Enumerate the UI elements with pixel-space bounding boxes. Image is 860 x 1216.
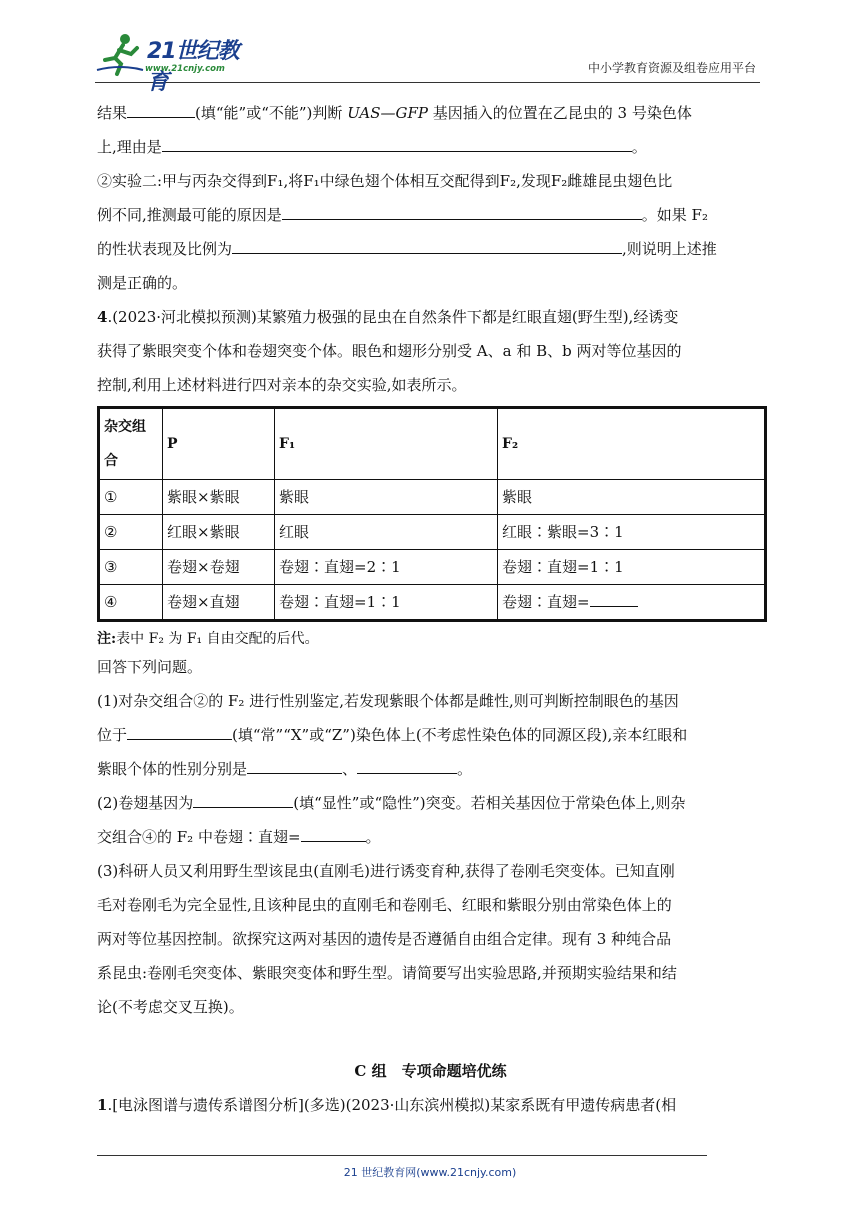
answer-blank[interactable] [247,755,342,774]
text-line: (2)卷翅基因为 (填“显性”或“隐性”)突变。若相关基因位于常染色体上,则杂 [97,786,764,820]
text-line: 控制,利用上述材料进行四对亲本的杂交实验,如表所示。 [97,376,467,394]
table-note: 注:表中 F₂ 为 F₁ 自由交配的后代。 [97,631,319,647]
answer-blank[interactable] [232,235,622,254]
table-cell: ② [99,515,163,550]
table-header-cell: P [163,408,275,480]
table-cell: 红眼∶紫眼=3∶1 [498,515,766,550]
table-cell: 紫眼 [498,480,766,515]
text-line: (1)对杂交组合②的 F₂ 进行性别鉴定,若发现紫眼个体都是雌性,则可判断控制眼色的基因 [97,692,679,710]
table-row [99,550,766,585]
table-header-cell: F₁ [275,408,498,480]
text-line: 获得了紫眼突变个体和卷翅突变个体。眼色和翅形分别受 A、a 和 B、b 两对等位基因的 [97,342,682,360]
page-content [97,96,764,1122]
table-row [99,515,766,550]
footer-divider [97,1155,707,1156]
table-header-cell: 杂交组合 [99,408,163,480]
runner-logo-icon [95,30,145,78]
footer-link[interactable]: 21 世纪教育网(www.21cnjy.com) [343,1166,517,1179]
answer-blank[interactable] [301,823,366,842]
text-line: 两对等位基因控制。欲探究这两对基因的遗传是否遵循自由组合定律。现有 3 种纯合品 [97,930,672,948]
table-cell: ① [99,480,163,515]
table-cell: 卷翅∶直翅=1∶1 [498,550,766,585]
logo-title: 21世纪教育 [147,39,239,95]
table-cell: 卷翅∶直翅=1∶1 [275,585,498,621]
table-cell: 红眼 [275,515,498,550]
logo-url: www.21cnjy.com [145,64,225,74]
table-cell: 卷翅×卷翅 [163,550,275,585]
table-cell: ④ [99,585,163,621]
table-cell: 红眼×紫眼 [163,515,275,550]
text-line: (3)科研人员又利用野生型该昆虫(直刚毛)进行诱变育种,获得了卷刚毛突变体。已知直刚 [97,862,675,880]
text-line: 上,理由是 。 [97,130,764,164]
answer-blank[interactable] [590,588,638,607]
answer-blank[interactable] [193,789,293,808]
text-line: 结果 (填“能”或“不能”)判断 UAS—GFP 基因插入的位置在乙昆虫的 3 号染色体 [97,96,764,130]
table-cell: ③ [99,550,163,585]
page-header [95,30,760,95]
text-line: 论(不考虑交叉互换)。 [97,998,244,1016]
answer-blank[interactable] [127,721,232,740]
table-header-row [99,408,766,480]
text-line: 交组合④的 F₂ 中卷翅∶直翅= 。 [97,820,764,854]
text-line: ②实验二:甲与丙杂交得到F₁,将F₁中绿色翅个体相互交配得到F₂,发现F₂雌雄昆虫翅色比 [97,172,673,190]
cross-table [97,406,767,622]
table-cell: 紫眼 [275,480,498,515]
table-cell: 紫眼×紫眼 [163,480,275,515]
answer-blank[interactable] [127,99,195,118]
text-line: 的性状表现及比例为 ,则说明上述推 [97,232,764,266]
answer-blank[interactable] [357,755,457,774]
text-line: 毛对卷刚毛为完全显性,且该种昆虫的直刚毛和卷刚毛、红眼和紫眼分别由常染色体上的 [97,896,672,914]
table-row [99,480,766,515]
table-row [99,585,766,621]
text-line: 紫眼个体的性别分别是 、 。 [97,752,764,786]
logo [95,30,255,95]
text-line: 回答下列问题。 [97,658,203,676]
table-cell: 卷翅∶直翅=2∶1 [275,550,498,585]
question-4: 4.(2023·河北模拟预测)某繁殖力极强的昆虫在自然条件下都是红眼直翅(野生型),经诱变 [97,308,679,326]
section-title: C 组 专项命题培优练 [354,1062,507,1080]
table-cell: 卷翅×直翅 [163,585,275,621]
table-cell: 卷翅∶直翅= [498,585,766,621]
text-line: 测是正确的。 [97,274,188,292]
text-line: 系昆虫:卷刚毛突变体、紫眼突变体和野生型。请简要写出实验思路,并预期实验结果和结 [97,964,677,982]
answer-blank[interactable] [162,133,632,152]
text-line: 例不同,推测最可能的原因是 。如果 F₂ [97,198,764,232]
platform-label: 中小学教育资源及组卷应用平台 [587,61,756,75]
text-line: 位于 (填“常”“X”或“Z”)染色体上(不考虑性染色体的同源区段),亲本红眼和 [97,718,764,752]
answer-blank[interactable] [282,201,642,220]
table-header-cell: F₂ [498,408,766,480]
question-c1: 1.[电泳图谱与遗传系谱图分析](多选)(2023·山东滨州模拟)某家系既有甲遗传病患者(相 [97,1096,677,1114]
